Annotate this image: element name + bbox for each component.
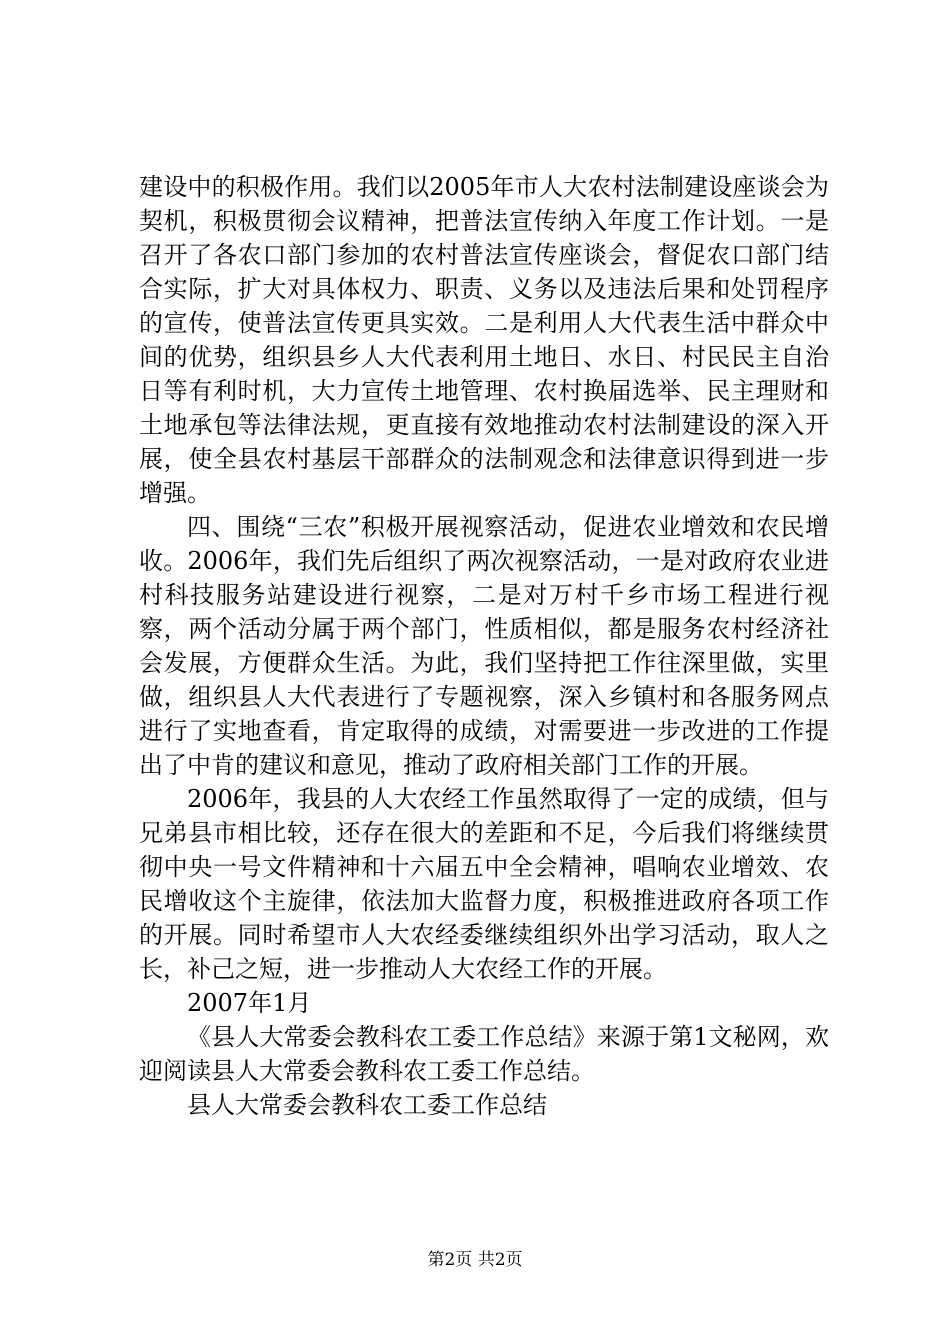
document-body xyxy=(139,170,829,1122)
page-footer xyxy=(0,1248,950,1272)
paragraph-continuation: 建设中的积极作用。我们以2005年市人大农村法制建设座谈会为契机，积极贯彻会议精神，把普法宣传纳入年度工作计划。一是召开了各农口部门参加的农村普法宣传座谈会，督促农口部门结合实际，扩大对具体权力、职责、义务以及违法后果和处罚程序的宣传，使普法宣传更具实效。二是利用人大代表生活中群众中间的优势，组织县乡人大代表利用土地日、水日、村民民主自治日等有利时机，大力宣传土地管理、农村换届选举、民主理财和土地承包等法律法规，更直接有效地推动农村法制建设的深入开展，使全县农村基层干部群众的法制观念和法律意识得到进一步增强。 xyxy=(139,173,829,507)
paragraph-source-note: 《县人大常委会教科农工委工作总结》来源于第1文秘网，欢迎阅读县人大常委会教科农工委工作总结。 xyxy=(139,1023,829,1085)
paragraph-inspection-activities: 四、围绕“三农”积极开展视察活动，促进农业增效和农民增收。2006年，我们先后组织了两次视察活动，一是对政府农业进村科技服务站建设进行视察，二是对万村千乡市场工程进行视察，两个活动分属于两个部门，性质相似，都是服务农村经济社会发展，方便群众生活。为此，我们坚持把工作往深里做，实里做，组织县人大代表进行了专题视察，深入乡镇村和各服务网点进行了实地查看，肯定取得的成绩，对需要进一步改进的工作提出了中肯的建议和意见，推动了政府相关部门工作的开展。 xyxy=(139,513,829,779)
page-number-label: 第2页 共2页 xyxy=(427,1250,523,1270)
paragraph-title-repeat: 县人大常委会教科农工委工作总结 xyxy=(187,1091,547,1119)
document-date: 2007年1月 xyxy=(187,989,312,1017)
paragraph-summary-2006: 2006年，我县的人大农经工作虽然取得了一定的成绩，但与兄弟县市相比较，还存在很大的差距和不足，今后我们将继续贯彻中央一号文件精神和十六届五中全会精神，唱响农业增效、农民增收这个主旋律，依法加大监督力度，积极推进政府各项工作的开展。同时希望市人大农经委继续组织外出学习活动，取人之长，补己之短，进一步推动人大农经工作的开展。 xyxy=(139,785,829,983)
